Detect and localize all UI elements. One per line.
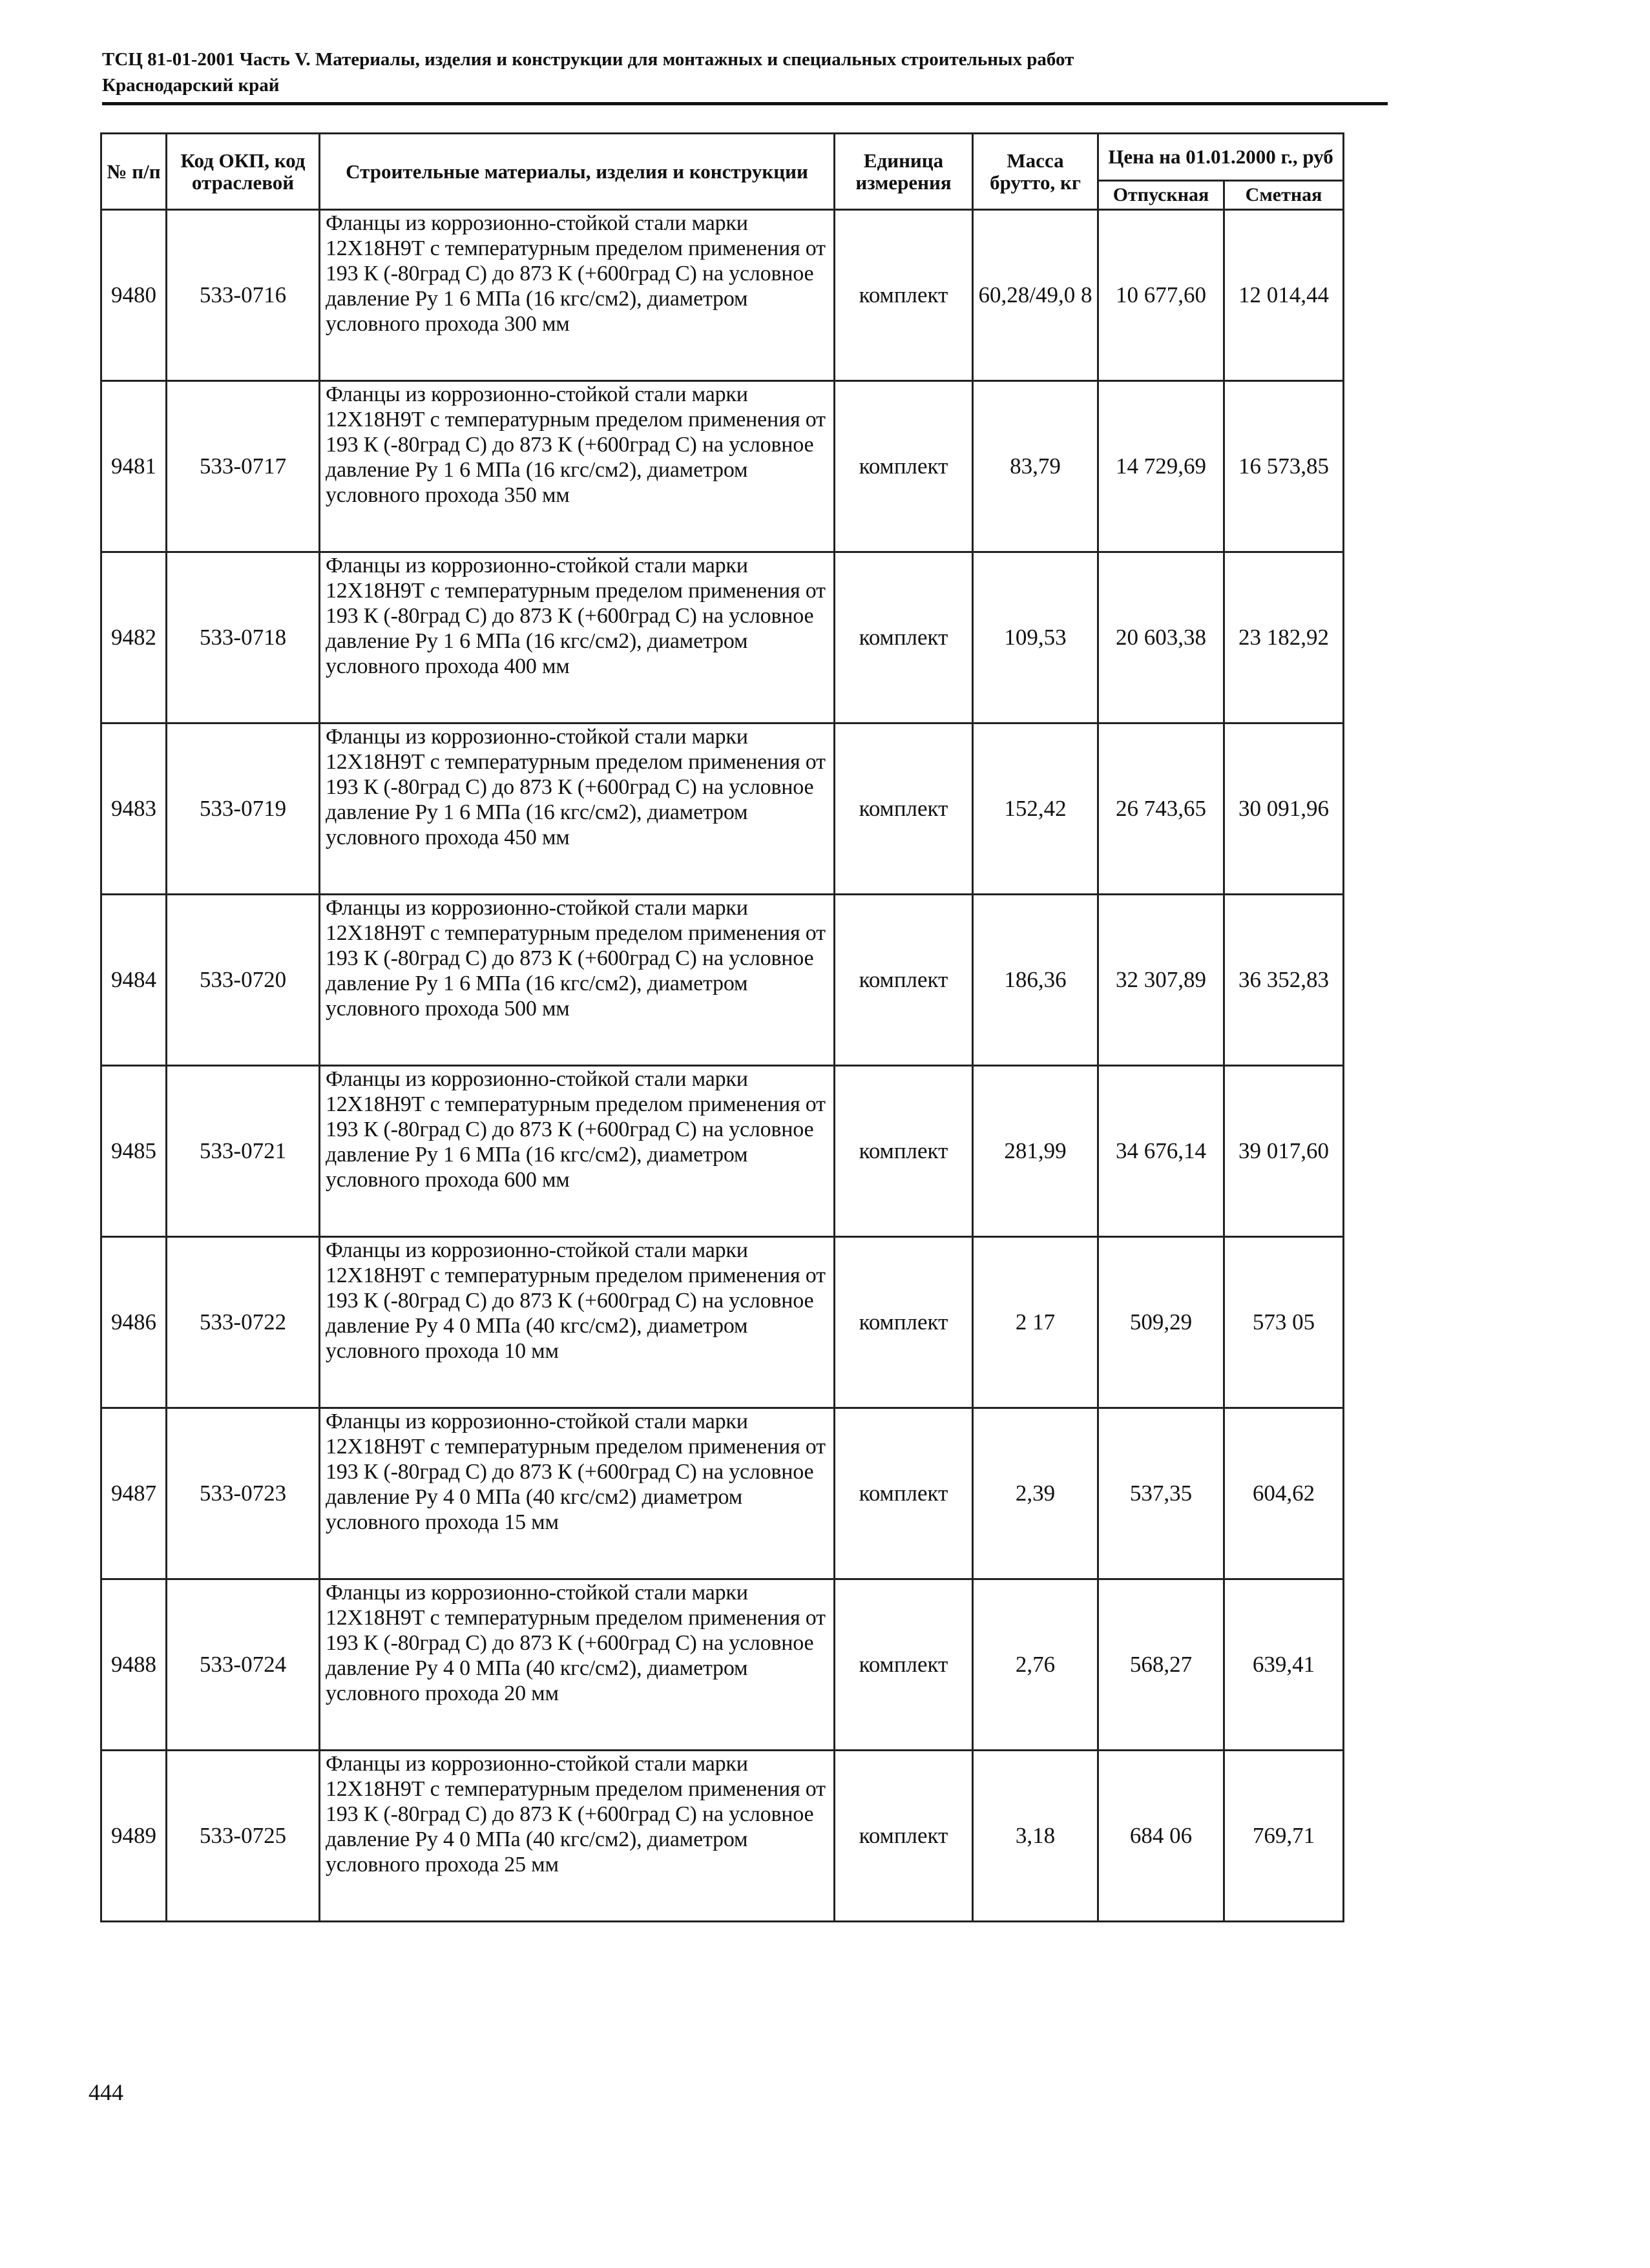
cell-estimate: 12 014,44 xyxy=(1224,210,1344,381)
cell-mass: 281,99 xyxy=(973,1066,1098,1237)
cell-release: 26 743,65 xyxy=(1098,723,1224,895)
col-header-unit: Единица измерения xyxy=(835,134,973,210)
table-row xyxy=(101,1237,1344,1408)
cell-num: 9482 xyxy=(101,552,167,723)
cell-estimate: 39 017,60 xyxy=(1224,1066,1344,1237)
cell-release: 34 676,14 xyxy=(1098,1066,1224,1237)
cell-release: 537,35 xyxy=(1098,1408,1224,1579)
cell-estimate: 604,62 xyxy=(1224,1408,1344,1579)
cell-unit: комплект xyxy=(835,381,973,552)
cell-num: 9481 xyxy=(101,381,167,552)
cell-estimate: 36 352,83 xyxy=(1224,895,1344,1066)
col-header-price: Цена на 01.01.2000 г., руб xyxy=(1098,134,1344,181)
cell-num: 9488 xyxy=(101,1579,167,1751)
cell-code: 533-0718 xyxy=(167,552,320,723)
cell-code: 533-0719 xyxy=(167,723,320,895)
col-header-mass: Масса брутто, кг xyxy=(973,134,1098,210)
col-header-name: Строительные материалы, изделия и конструкции xyxy=(320,134,835,210)
cell-estimate: 769,71 xyxy=(1224,1751,1344,1922)
cell-desc: Фланцы из коррозионно-стойкой стали марки 12Х18Н9Т с температурным пределом применения от 193 К (-80град С) до 873 К (+600град С) на условное давление Ру 1 6 МПа (16 кгс/см2), диаметром условного прохода 350 мм xyxy=(320,381,835,552)
table-row xyxy=(101,1751,1344,1922)
header-rule xyxy=(102,102,1388,105)
cell-unit: комплект xyxy=(835,552,973,723)
cell-mass: 109,53 xyxy=(973,552,1098,723)
cell-mass: 152,42 xyxy=(973,723,1098,895)
cell-unit: комплект xyxy=(835,1751,973,1922)
col-header-okp: Код ОКП, код отраслевой xyxy=(167,134,320,210)
cell-unit: комплект xyxy=(835,1237,973,1408)
cell-code: 533-0724 xyxy=(167,1579,320,1751)
cell-desc: Фланцы из коррозионно-стойкой стали марки 12Х18Н9Т с температурным пределом применения от 193 К (-80град С) до 873 К (+600град С) на условное давление Ру 1 6 МПа (16 кгс/см2), диаметром условного прохода 400 мм xyxy=(320,552,835,723)
cell-release: 14 729,69 xyxy=(1098,381,1224,552)
cell-unit: комплект xyxy=(835,723,973,895)
cell-estimate: 23 182,92 xyxy=(1224,552,1344,723)
cell-estimate: 639,41 xyxy=(1224,1579,1344,1751)
cell-unit: комплект xyxy=(835,1408,973,1579)
table-row xyxy=(101,552,1344,723)
page-header xyxy=(102,47,1407,98)
cell-desc: Фланцы из коррозионно-стойкой стали марки 12Х18Н9Т с температурным пределом применения от 193 К (-80град С) до 873 К (+600град С) на условное давление Ру 4 0 МПа (40 кгс/см2) диаметром условного прохода 15 мм xyxy=(320,1408,835,1579)
cell-mass: 2 17 xyxy=(973,1237,1098,1408)
cell-num: 9484 xyxy=(101,895,167,1066)
cell-desc: Фланцы из коррозионно-стойкой стали марки 12Х18Н9Т с температурным пределом применения от 193 К (-80град С) до 873 К (+600град С) на условное давление Ру 4 0 МПа (40 кгс/см2), диаметром условного прохода 25 мм xyxy=(320,1751,835,1922)
cell-release: 509,29 xyxy=(1098,1237,1224,1408)
cell-release: 32 307,89 xyxy=(1098,895,1224,1066)
cell-code: 533-0716 xyxy=(167,210,320,381)
col-header-estimate: Сметная xyxy=(1224,181,1344,210)
cell-desc: Фланцы из коррозионно-стойкой стали марки 12Х18Н9Т с температурным пределом применения от 193 К (-80град С) до 873 К (+600град С) на условное давление Ру 1 6 МПа (16 кгс/см2), диаметром условного прохода 600 мм xyxy=(320,1066,835,1237)
table-row xyxy=(101,723,1344,895)
header-title: ТСЦ 81-01-2001 Часть V. Материалы, изделия и конструкции для монтажных и специальных строительных работ xyxy=(102,49,1074,70)
cell-release: 684 06 xyxy=(1098,1751,1224,1922)
cell-unit: комплект xyxy=(835,210,973,381)
page-number: 444 xyxy=(89,2079,123,2105)
cell-estimate: 573 05 xyxy=(1224,1237,1344,1408)
cell-unit: комплект xyxy=(835,895,973,1066)
cell-estimate: 30 091,96 xyxy=(1224,723,1344,895)
cell-code: 533-0717 xyxy=(167,381,320,552)
cell-num: 9487 xyxy=(101,1408,167,1579)
table-row xyxy=(101,895,1344,1066)
cell-num: 9483 xyxy=(101,723,167,895)
table-row xyxy=(101,1066,1344,1237)
cell-num: 9485 xyxy=(101,1066,167,1237)
cell-num: 9489 xyxy=(101,1751,167,1922)
col-header-release: Отпускная xyxy=(1098,181,1224,210)
cell-code: 533-0721 xyxy=(167,1066,320,1237)
cell-release: 10 677,60 xyxy=(1098,210,1224,381)
cell-code: 533-0720 xyxy=(167,895,320,1066)
cell-mass: 3,18 xyxy=(973,1751,1098,1922)
price-table xyxy=(100,132,1344,1922)
cell-mass: 2,76 xyxy=(973,1579,1098,1751)
cell-desc: Фланцы из коррозионно-стойкой стали марки 12Х18Н9Т с температурным пределом применения от 193 К (-80град С) до 873 К (+600град С) на условное давление Ру 1 6 МПа (16 кгс/см2), диаметром условного прохода 300 мм xyxy=(320,210,835,381)
cell-desc: Фланцы из коррозионно-стойкой стали марки 12Х18Н9Т с температурным пределом применения от 193 К (-80град С) до 873 К (+600град С) на условное давление Ру 4 0 МПа (40 кгс/см2), диаметром условного прохода 10 мм xyxy=(320,1237,835,1408)
cell-mass: 83,79 xyxy=(973,381,1098,552)
cell-code: 533-0723 xyxy=(167,1408,320,1579)
cell-desc: Фланцы из коррозионно-стойкой стали марки 12Х18Н9Т с температурным пределом применения от 193 К (-80град С) до 873 К (+600град С) на условное давление Ру 1 6 МПа (16 кгс/см2), диаметром условного прохода 500 мм xyxy=(320,895,835,1066)
table-row xyxy=(101,381,1344,552)
cell-mass: 60,28/49,0 8 xyxy=(973,210,1098,381)
table-row xyxy=(101,1579,1344,1751)
cell-release: 20 603,38 xyxy=(1098,552,1224,723)
cell-desc: Фланцы из коррозионно-стойкой стали марки 12Х18Н9Т с температурным пределом применения от 193 К (-80град С) до 873 К (+600град С) на условное давление Ру 4 0 МПа (40 кгс/см2), диаметром условного прохода 20 мм xyxy=(320,1579,835,1751)
header-region: Краснодарский край xyxy=(102,75,280,96)
cell-code: 533-0722 xyxy=(167,1237,320,1408)
table-row xyxy=(101,210,1344,381)
col-header-num: № п/п xyxy=(101,134,167,210)
table-row xyxy=(101,1408,1344,1579)
cell-num: 9480 xyxy=(101,210,167,381)
cell-unit: комплект xyxy=(835,1579,973,1751)
cell-code: 533-0725 xyxy=(167,1751,320,1922)
cell-estimate: 16 573,85 xyxy=(1224,381,1344,552)
cell-num: 9486 xyxy=(101,1237,167,1408)
cell-desc: Фланцы из коррозионно-стойкой стали марки 12Х18Н9Т с температурным пределом применения от 193 К (-80град С) до 873 К (+600град С) на условное давление Ру 1 6 МПа (16 кгс/см2), диаметром условного прохода 450 мм xyxy=(320,723,835,895)
cell-release: 568,27 xyxy=(1098,1579,1224,1751)
cell-unit: комплект xyxy=(835,1066,973,1237)
cell-mass: 186,36 xyxy=(973,895,1098,1066)
cell-mass: 2,39 xyxy=(973,1408,1098,1579)
